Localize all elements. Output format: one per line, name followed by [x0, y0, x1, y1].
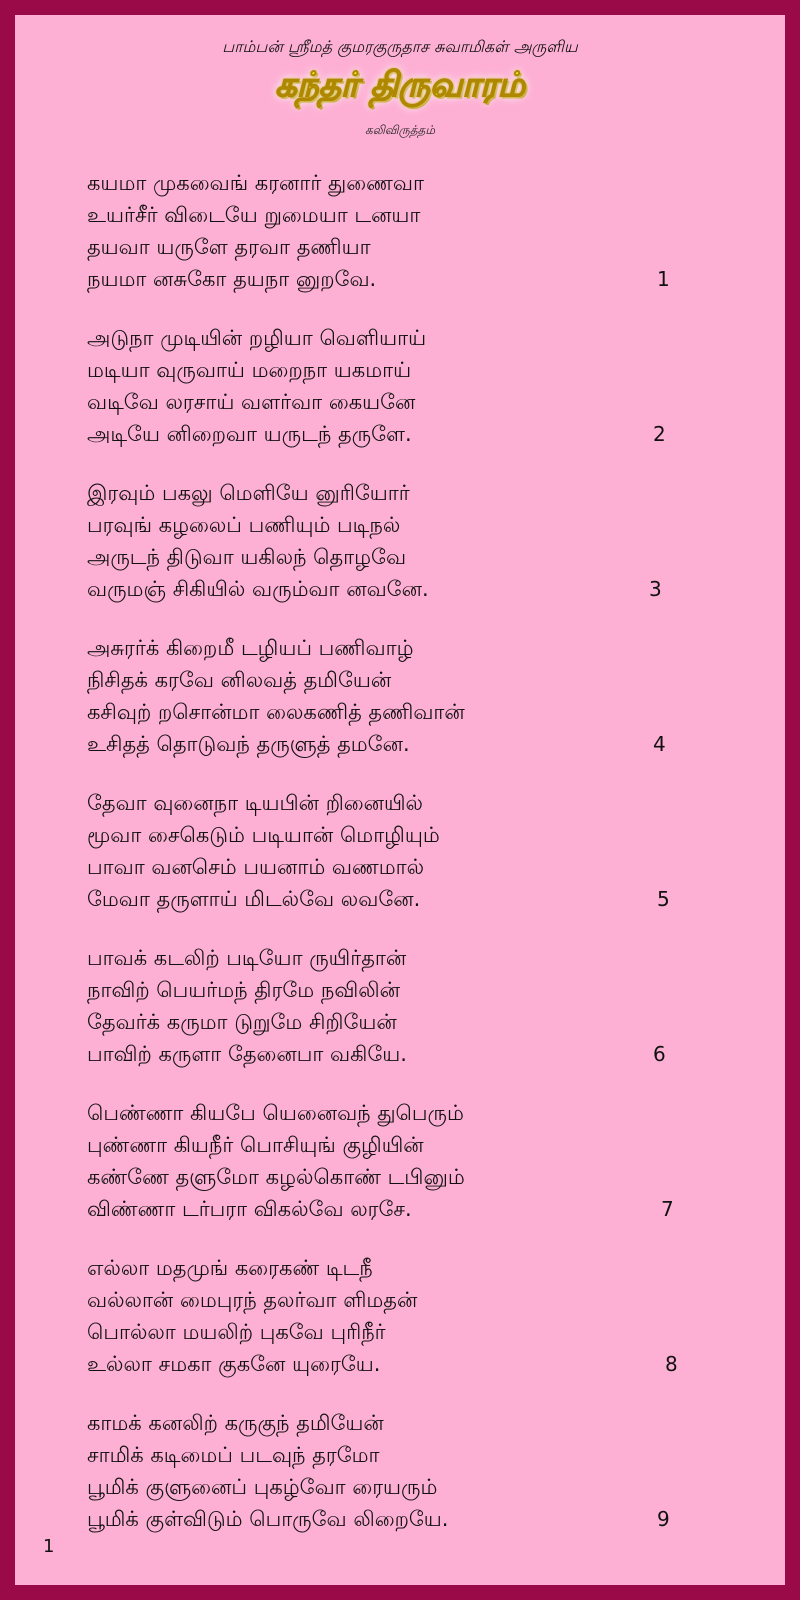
verse-line: மேவா தருளாய் மிடல்வே லவனே. — [87, 887, 421, 911]
verse-number: 6 — [653, 1042, 666, 1066]
verse-6 — [87, 942, 707, 1070]
verse-line: சாமிக் கடிமைப் படவுந் தரமோ — [87, 1443, 380, 1467]
verse-number: 9 — [657, 1507, 670, 1531]
verse-number: 8 — [665, 1352, 678, 1376]
verse-number: 1 — [657, 267, 670, 291]
verse-number: 5 — [657, 887, 670, 911]
verse-line: இரவும் பகலு மெளியே னுரியோர் — [87, 481, 410, 505]
verse-line: பொல்லா மயலிற் புகவே புரிநீர் — [87, 1320, 386, 1344]
verse-line: கசிவுற் றசொன்மா லைகணித் தணிவான் — [87, 700, 465, 724]
verse-line: மடியா வுருவாய் மறைநா யகமாய் — [87, 358, 412, 382]
verse-line: நாவிற் பெயர்மந் திரமே நவிலின் — [87, 978, 400, 1002]
verse-line: அசுரர்க் கிறைமீ டழியப் பணிவாழ் — [87, 636, 414, 660]
verse-number: 3 — [649, 577, 662, 601]
verse-1 — [87, 167, 707, 295]
meter-label: கலிவிருத்தம் — [365, 123, 435, 137]
verse-line: உசிதத் தொடுவந் தருளுத் தமனே. — [87, 732, 410, 756]
verse-line: உயர்சீர் விடையே றுமையா டனயா — [87, 203, 421, 227]
verse-line: பூமிக் குள்விடும் பொருவே லிறையே. — [87, 1507, 449, 1531]
verse-line: வருமஞ் சிகியில் வரும்வா னவனே. — [87, 577, 429, 601]
verse-8 — [87, 1252, 707, 1380]
verse-line: நிசிதக் கரவே னிலவத் தமியேன் — [87, 668, 392, 692]
verse-number: 7 — [661, 1197, 674, 1221]
verse-line: அடியே னிறைவா யருடந் தருளே. — [87, 422, 412, 446]
verse-line: எல்லா மதமுங் கரைகண் டிடநீ — [87, 1256, 373, 1280]
verse-2 — [87, 322, 707, 450]
verse-line: உல்லா சமகா குகனே யுரையே. — [87, 1352, 381, 1376]
verse-line: விண்ணா டர்பரா விகல்வே லரசே. — [87, 1197, 412, 1221]
verse-line: பூமிக் குளுனைப் புகழ்வோ ரையரும் — [87, 1475, 438, 1499]
verse-line: நயமா னசுகோ தயநா னுறவே. — [87, 267, 377, 291]
verse-9 — [87, 1407, 707, 1535]
verse-line: வடிவே லரசாய் வளர்வா கையனே — [87, 390, 416, 414]
verse-number: 2 — [653, 422, 666, 446]
verse-line: பரவுங் கழலைப் பணியும் படிநல் — [87, 513, 401, 537]
verse-number: 4 — [653, 732, 666, 756]
verse-line: தேவர்க் கருமா டுறுமே சிறியேன் — [87, 1010, 397, 1034]
page-title: கந்தர் திருவாரம் — [275, 65, 525, 105]
verse-line: கண்ணே தளுமோ கழல்கொண் டபினும் — [87, 1165, 465, 1189]
page — [15, 15, 785, 1585]
verse-line: பாவா வனசெம் பயனாம் வணமால் — [87, 855, 425, 879]
page-number: 1 — [43, 1536, 55, 1557]
verse-line: கயமா முகவைங் கரனார் துணைவா — [87, 171, 424, 195]
verse-line: தேவா வுனைநா டியபின் றினையில் — [87, 791, 423, 815]
verse-line: அருடந் திடுவா யகிலந் தொழவே — [87, 545, 407, 569]
verse-4 — [87, 632, 707, 760]
verse-line: அடுநா முடியின் றழியா வெளியாய் — [87, 326, 427, 350]
verse-line: பாவக் கடலிற் படியோ ருயிர்தான் — [87, 946, 407, 970]
verse-line: புண்ணா கியநீர் பொசியுங் குழியின் — [87, 1133, 424, 1157]
verse-line: பாவிற் கருளா தேனைபா வகியே. — [87, 1042, 407, 1066]
verse-line: வல்லான் மைபுரந் தலர்வா ளிமதன் — [87, 1288, 418, 1312]
author-subtitle: பாம்பன் ஸ்ரீமத் குமரகுருதாச சுவாமிகள் அருளிய — [222, 37, 578, 56]
verse-line: தயவா யருளே தரவா தணியா — [87, 235, 371, 259]
verse-5 — [87, 787, 707, 915]
verse-line: காமக் கனலிற் கருகுந் தமியேன் — [87, 1411, 384, 1435]
verse-3 — [87, 477, 707, 605]
verse-line: பெண்ணா கியபே யெனைவந் துபெரும் — [87, 1101, 464, 1125]
verse-line: மூவா சைகெடும் படியான் மொழியும் — [87, 823, 440, 847]
verse-7 — [87, 1097, 707, 1225]
